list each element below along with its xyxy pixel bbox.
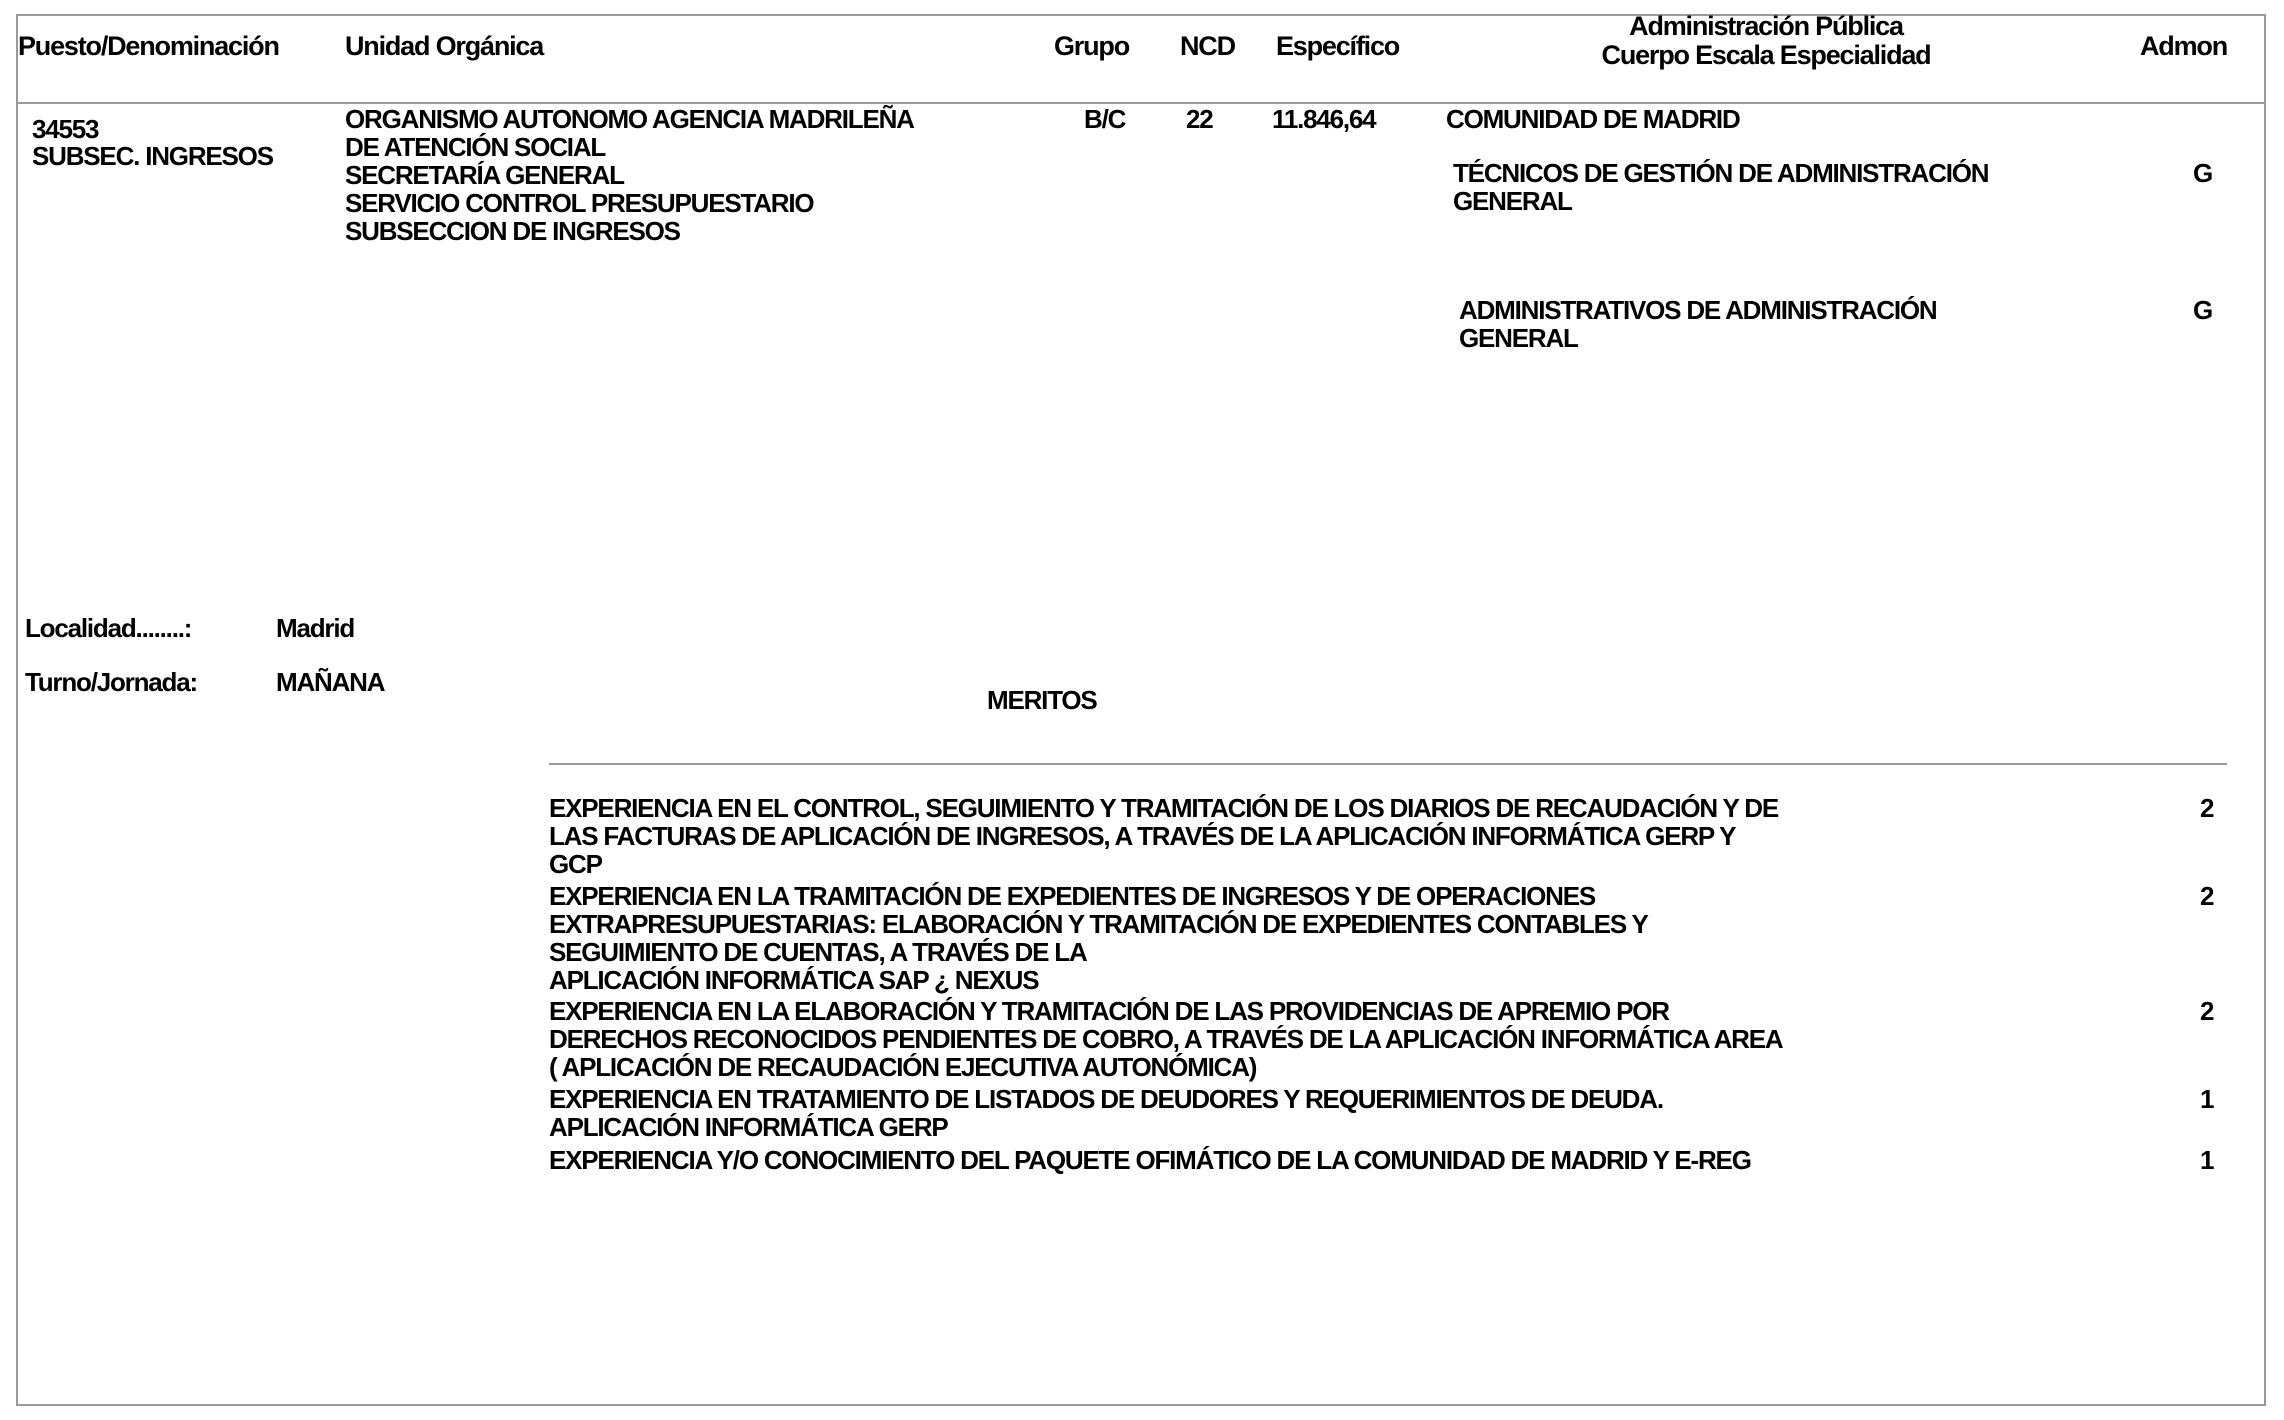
- cuerpo-line1: TÉCNICOS DE GESTIÓN DE ADMINISTRACIÓN: [1453, 158, 1989, 188]
- puesto-numero: 34553: [32, 114, 99, 144]
- merito-text: EXPERIENCIA EN EL CONTROL, SEGUIMIENTO Y TRAMITACIÓN DE LOS DIARIOS DE RECAUDACIÓN Y DE LAS FACTURAS DE APLICACIÓN DE INGRESOS, A TRAVÉS DE LA APLICACIÓN INFORMÁTICA GERP Y GCP: [549, 793, 1778, 879]
- header-unidad-organica: Unidad Orgánica: [345, 31, 544, 61]
- turno-label: Turno/Jornada:: [25, 667, 197, 697]
- merito-text: EXPERIENCIA EN TRATAMIENTO DE LISTADOS DE DEUDORES Y REQUERIMIENTOS DE DEUDA. APLICACIÓN INFORMÁTICA GERP: [549, 1084, 1663, 1142]
- cuerpo-admon: G: [2193, 295, 2213, 325]
- merito-text: EXPERIENCIA EN LA ELABORACIÓN Y TRAMITACIÓN DE LAS PROVIDENCIAS DE APREMIO POR DERECHOS RECONOCIDOS PENDIENTES DE COBRO, A TRAVÉS DE LA APLICACIÓN INFORMÁTICA AREA ( APLICACIÓN DE RECAUDACIÓN EJECUTIVA AUTONÓMICA): [549, 996, 1783, 1082]
- cuerpo-line2: GENERAL: [1453, 186, 1572, 216]
- merito-points: 2: [2200, 996, 2214, 1026]
- merito-text: EXPERIENCIA EN LA TRAMITACIÓN DE EXPEDIENTES DE INGRESOS Y DE OPERACIONES EXTRAPRESUPUESTARIAS: ELABORACIÓN Y TRAMITACIÓN DE EXPEDIENTES CONTABLES Y SEGUIMIENTO DE CUENTAS, A TRAVÉS DE LA APLICACIÓN INFORMÁTICA SAP ¿ NEXUS: [549, 881, 1648, 995]
- merito-points: 2: [2200, 881, 2214, 911]
- merito-points: 2: [2200, 793, 2214, 823]
- header-grupo: Grupo: [1054, 31, 1129, 61]
- header-puesto: Puesto/Denominación: [18, 31, 279, 61]
- merito-points: 1: [2200, 1145, 2214, 1175]
- meritos-title: MERITOS: [987, 685, 1097, 715]
- header-admon: Admon: [2140, 31, 2227, 61]
- localidad-value: Madrid: [276, 613, 355, 643]
- header-cuerpo-escala: Cuerpo Escala Especialidad: [1601, 40, 1931, 70]
- unidad-organica-line: SERVICIO CONTROL PRESUPUESTARIO: [345, 188, 814, 218]
- unidad-organica-line: DE ATENCIÓN SOCIAL: [345, 132, 606, 162]
- unidad-organica-line: ORGANISMO AUTONOMO AGENCIA MADRILEÑA: [345, 104, 914, 134]
- turno-value: MAÑANA: [276, 667, 385, 697]
- header-especifico: Específico: [1276, 31, 1400, 61]
- cuerpo-admon: G: [2193, 158, 2213, 188]
- header-ncd: NCD: [1180, 31, 1235, 61]
- grupo-value: B/C: [1084, 104, 1126, 134]
- merito-text: EXPERIENCIA Y/O CONOCIMIENTO DEL PAQUETE OFIMÁTICO DE LA COMUNIDAD DE MADRID Y E-REG: [549, 1145, 1751, 1175]
- merito-points: 1: [2200, 1084, 2214, 1114]
- localidad-label: Localidad........:: [25, 613, 192, 643]
- cuerpo-line2: GENERAL: [1459, 323, 1578, 353]
- meritos-divider: [549, 763, 2227, 765]
- unidad-organica-line: SECRETARÍA GENERAL: [345, 160, 624, 190]
- header-administracion: Administración Pública: [1629, 11, 1903, 41]
- administracion-value: COMUNIDAD DE MADRID: [1446, 104, 1740, 134]
- unidad-organica-line: SUBSECCION DE INGRESOS: [345, 216, 680, 246]
- ncd-value: 22: [1186, 104, 1213, 134]
- especifico-value: 11.846,64: [1272, 104, 1376, 134]
- puesto-denominacion: SUBSEC. INGRESOS: [32, 141, 273, 171]
- cuerpo-line1: ADMINISTRATIVOS DE ADMINISTRACIÓN: [1459, 295, 1937, 325]
